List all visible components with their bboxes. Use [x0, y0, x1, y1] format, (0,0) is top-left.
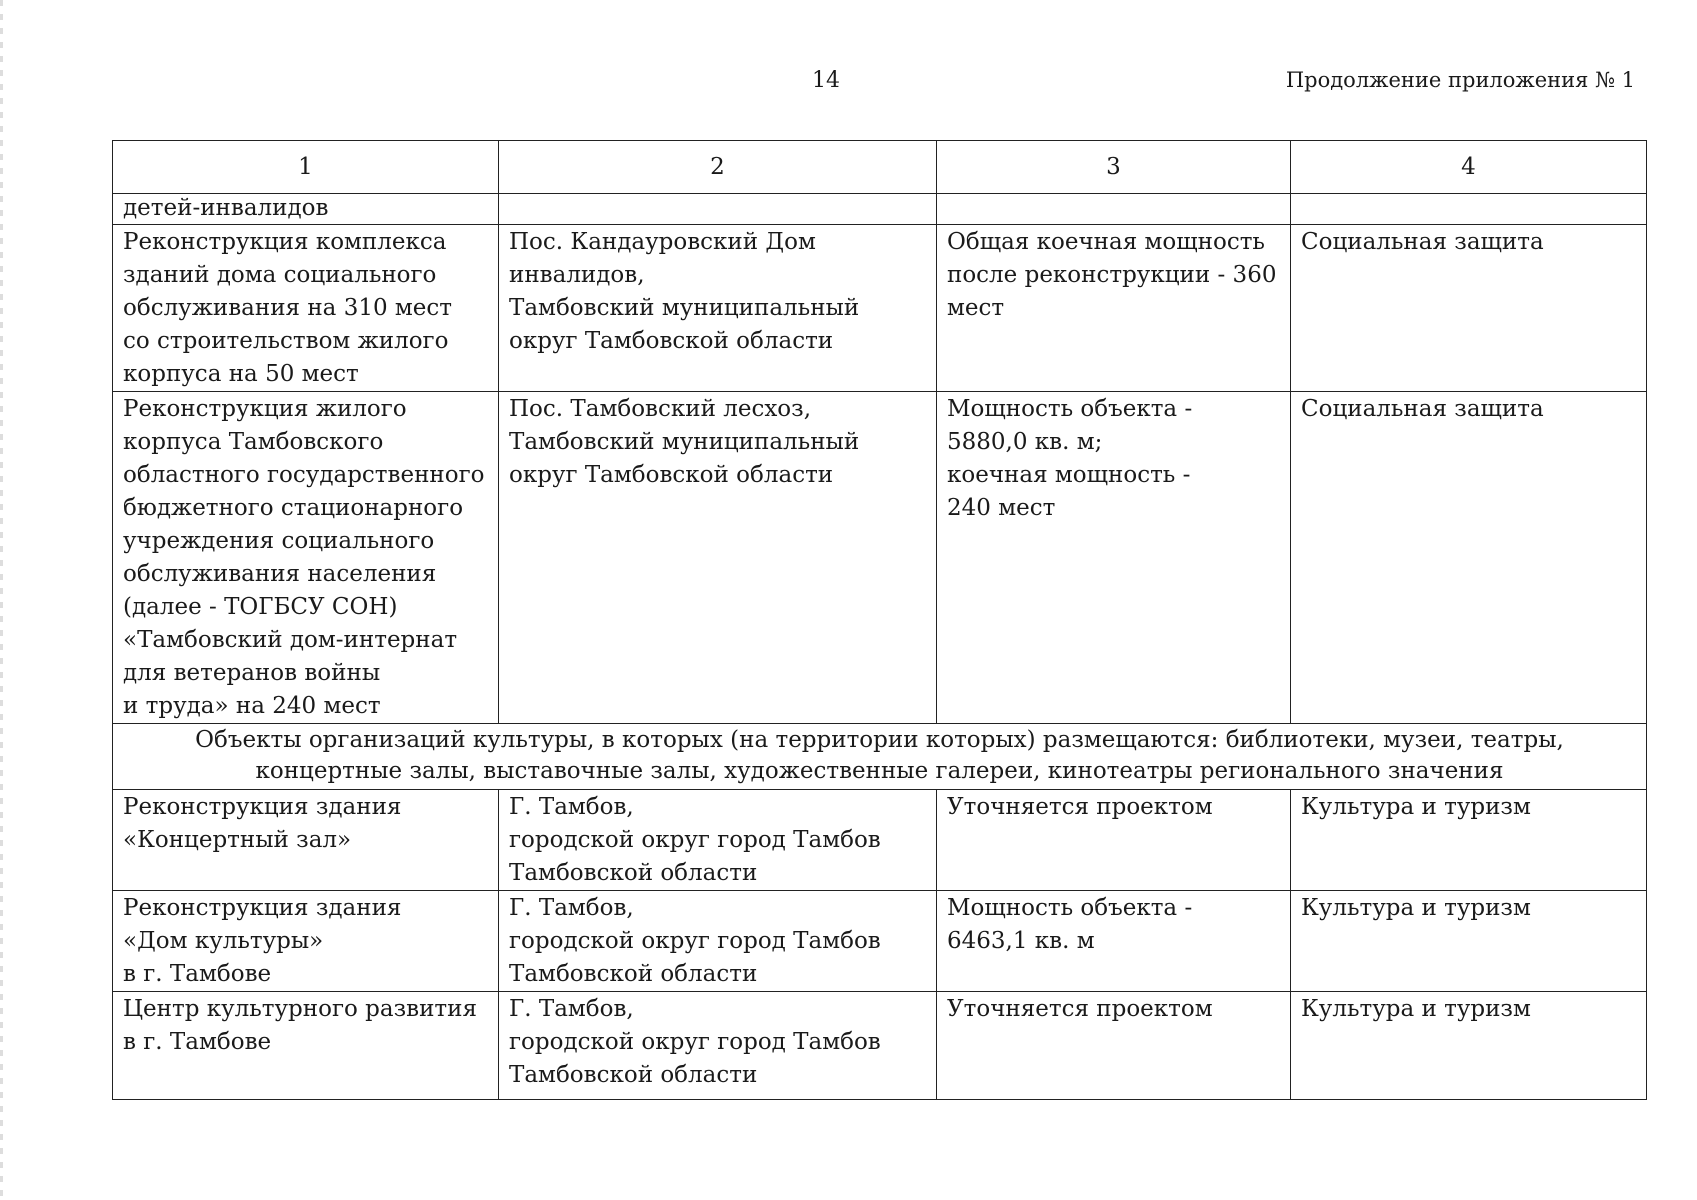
capacity-cell: Общая коечная мощность после реконструкции - 360 мест — [937, 225, 1291, 392]
location-cell — [499, 194, 937, 225]
capacity-cell: Мощность объекта - 6463,1 кв. м — [937, 891, 1291, 992]
object-cell: Реконструкция комплекса зданий дома социального обслуживания на 310 мест со строительством жилого корпуса на 50 мест — [113, 225, 499, 392]
page-number: 14 — [812, 68, 840, 93]
location-cell: Г. Тамбов, городской округ город Тамбов Тамбовской области — [499, 992, 937, 1100]
location-cell: Г. Тамбов, городской округ город Тамбов Тамбовской области — [499, 790, 937, 891]
column-number: 4 — [1291, 141, 1647, 194]
column-number: 1 — [113, 141, 499, 194]
object-cell: Центр культурного развития в г. Тамбове — [113, 992, 499, 1100]
sector-cell: Социальная защита — [1291, 392, 1647, 724]
object-cell: Реконструкция жилого корпуса Тамбовского областного государственного бюджетного стационарного учреждения социального обслуживания населения (далее - ТОГБСУ СОН) «Тамбовский дом-интернат для ветеранов войны и труда» на 240 мест — [113, 392, 499, 724]
capacity-cell: Уточняется проектом — [937, 790, 1291, 891]
object-cell: детей-инвалидов — [113, 194, 499, 225]
scan-edge-artifact — [0, 0, 3, 1200]
column-number-row — [113, 141, 1647, 194]
column-number: 2 — [499, 141, 937, 194]
location-cell: Пос. Тамбовский лесхоз, Тамбовский муниципальный округ Тамбовской области — [499, 392, 937, 724]
table-row — [113, 790, 1647, 891]
table-row — [113, 392, 1647, 724]
continuation-row — [113, 194, 1647, 225]
sector-cell — [1291, 194, 1647, 225]
sector-cell: Культура и туризм — [1291, 891, 1647, 992]
column-number: 3 — [937, 141, 1291, 194]
table-row — [113, 225, 1647, 392]
appendix-label: Продолжение приложения № 1 — [1285, 68, 1635, 92]
sector-cell: Культура и туризм — [1291, 790, 1647, 891]
location-cell: Г. Тамбов, городской округ город Тамбов Тамбовской области — [499, 891, 937, 992]
capacity-cell — [937, 194, 1291, 225]
section-heading-row — [113, 724, 1647, 790]
object-cell: Реконструкция здания «Дом культуры» в г. Тамбове — [113, 891, 499, 992]
objects-table — [112, 140, 1647, 1100]
object-cell: Реконструкция здания «Концертный зал» — [113, 790, 499, 891]
location-cell: Пос. Кандауровский Дом инвалидов, Тамбовский муниципальный округ Тамбовской области — [499, 225, 937, 392]
sector-cell: Социальная защита — [1291, 225, 1647, 392]
table-row — [113, 992, 1647, 1100]
table-row — [113, 891, 1647, 992]
capacity-cell: Мощность объекта - 5880,0 кв. м; коечная мощность - 240 мест — [937, 392, 1291, 724]
capacity-cell: Уточняется проектом — [937, 992, 1291, 1100]
sector-cell: Культура и туризм — [1291, 992, 1647, 1100]
section-heading: Объекты организаций культуры, в которых (на территории которых) размещаются: библиотеки, музеи, театры, концертные залы, выставочные залы, художественные галереи, кинотеатры регионального значения — [113, 724, 1647, 790]
